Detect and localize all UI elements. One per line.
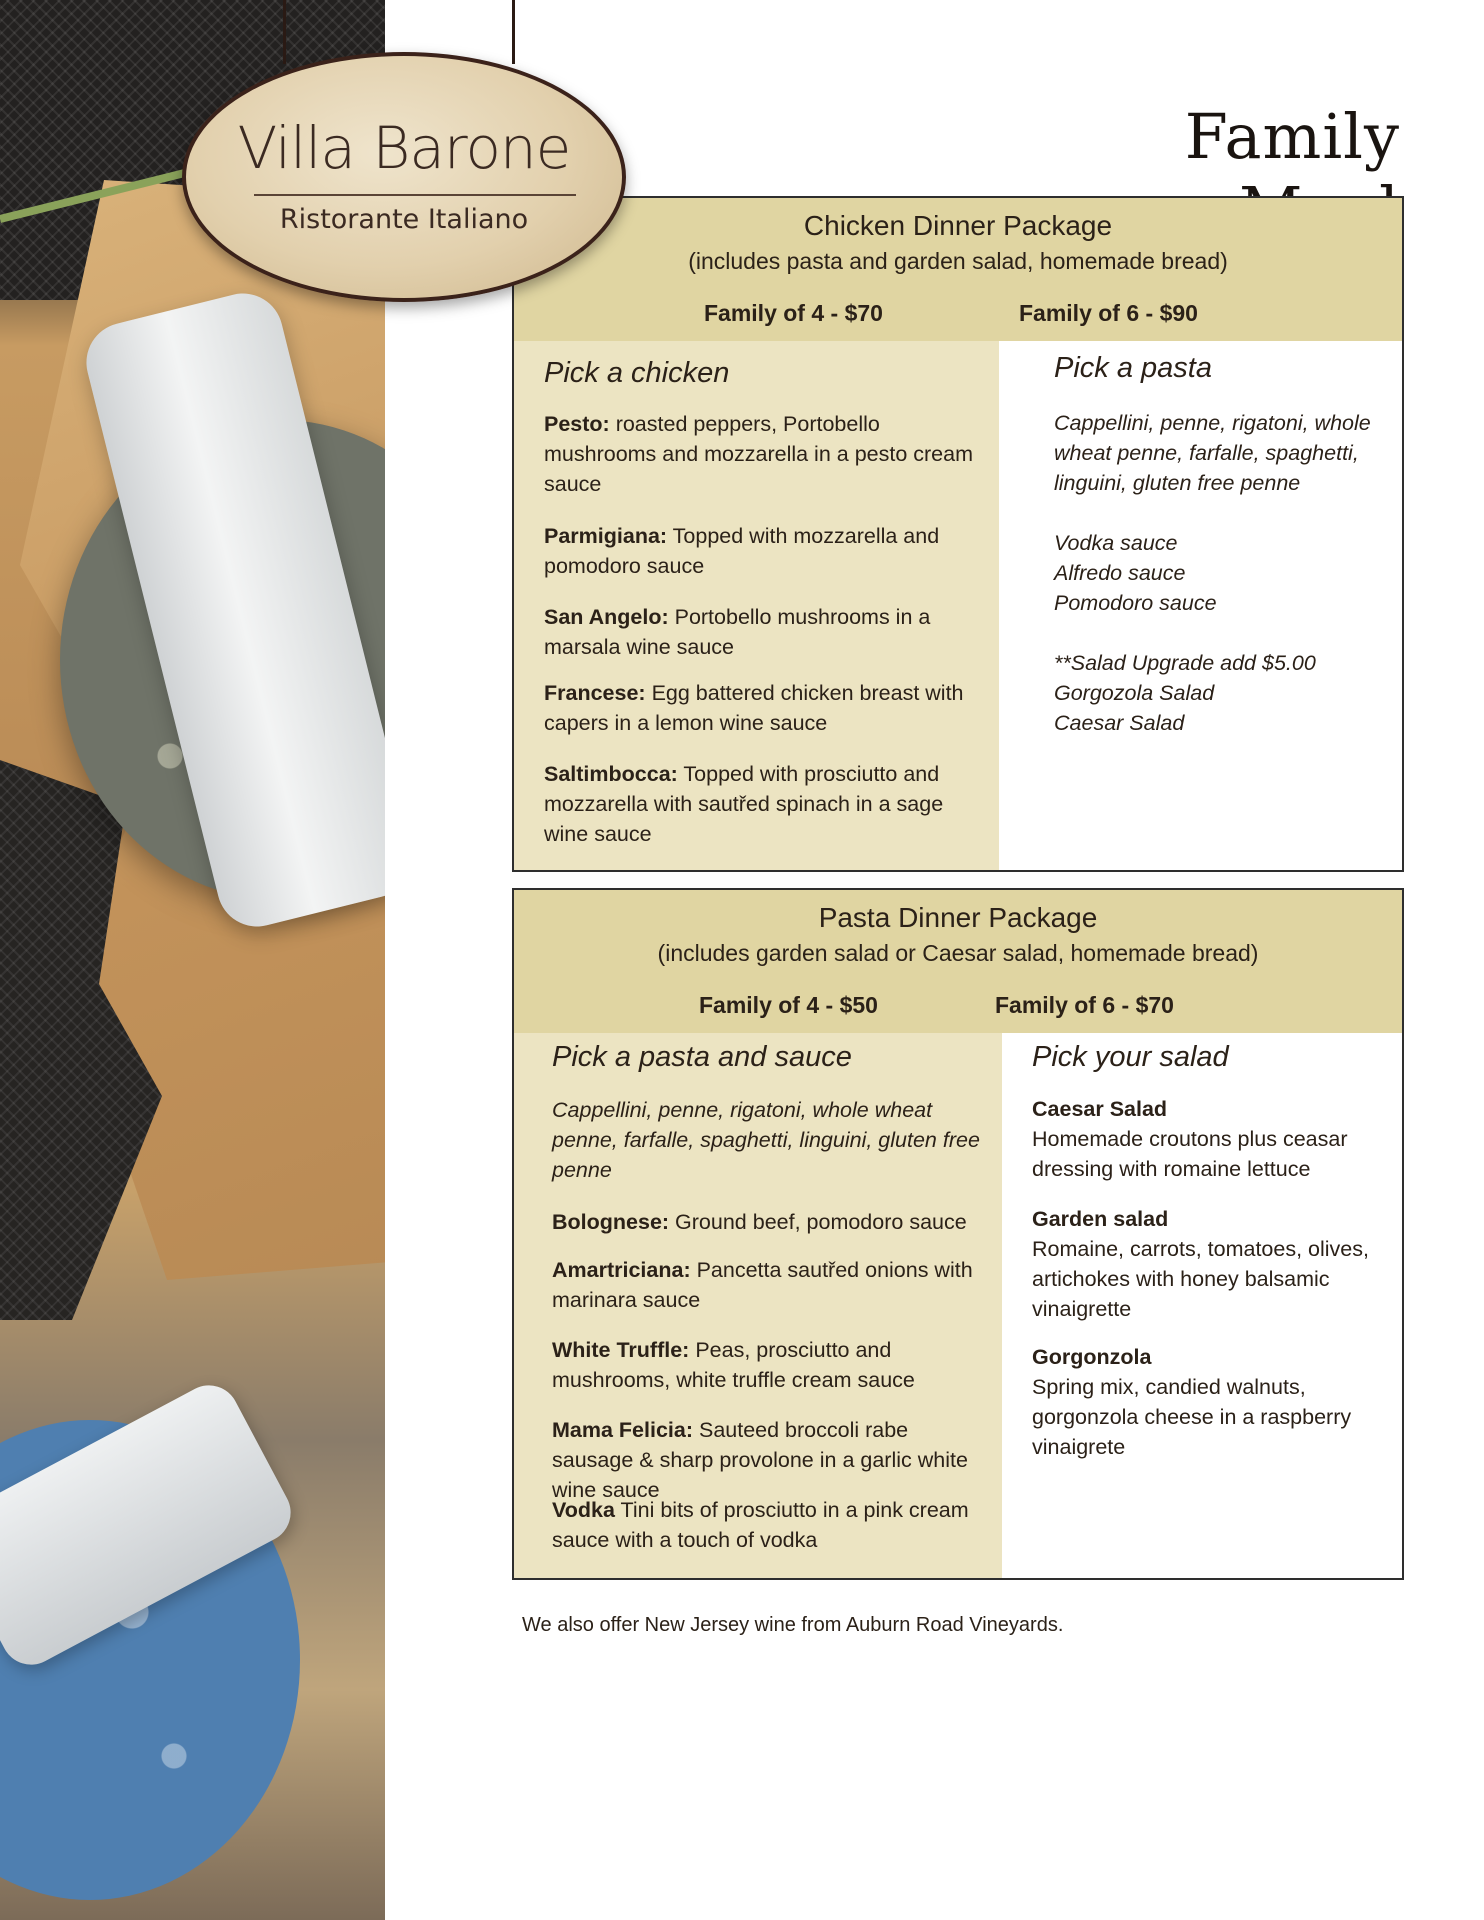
sauce-item bbox=[552, 1335, 982, 1395]
pick-salad-heading: Pick your salad bbox=[1032, 1041, 1229, 1073]
chicken-price-family-6: Family of 6 - $90 bbox=[1019, 300, 1198, 326]
sauce-item bbox=[552, 1495, 982, 1555]
pasta-package-header bbox=[514, 890, 1402, 1033]
chicken-price-family-4: Family of 4 - $70 bbox=[704, 300, 883, 326]
sauce-option: Vodka sauce bbox=[1054, 531, 1178, 555]
sauce-item-name: Vodka bbox=[552, 1498, 615, 1522]
logo-subtitle: Ristorante Italiano bbox=[279, 204, 529, 235]
salad-item-desc: Spring mix, candied walnuts, gorgonzola cheese in a raspberry vinaigrete bbox=[1032, 1375, 1352, 1459]
sauce-item-name: Mama Felicia: bbox=[552, 1418, 693, 1442]
pick-chicken-heading: Pick a chicken bbox=[544, 357, 730, 389]
salad-item bbox=[1032, 1342, 1362, 1462]
chicken-item-name: Pesto: bbox=[544, 412, 610, 436]
page-title: Family bbox=[1184, 100, 1400, 173]
salad-item-name: Garden salad bbox=[1032, 1207, 1169, 1231]
sauce-item-desc: Ground beef, pomodoro sauce bbox=[669, 1210, 967, 1234]
pick-pasta-heading: Pick a pasta bbox=[1054, 352, 1212, 384]
sauce-item bbox=[552, 1415, 992, 1505]
salad-item bbox=[1032, 1094, 1372, 1184]
wine-note: We also offer New Jersey wine from Auburn Road Vineyards. bbox=[522, 1614, 1064, 1636]
chicken-item-name: Francese: bbox=[544, 681, 646, 705]
sauce-item bbox=[552, 1207, 982, 1237]
sauce-item-name: White Truffle: bbox=[552, 1338, 690, 1362]
hanging-string-left bbox=[283, 0, 286, 64]
salad-item-name: Caesar Salad bbox=[1032, 1097, 1168, 1121]
chicken-item-desc: Topped with prosciutto and mozzarella with sautřed spinach in a sage wine sauce bbox=[544, 762, 944, 846]
sauce-item-desc: Pancetta sautřed onions with marinara sauce bbox=[552, 1258, 973, 1312]
chicken-item-name: Parmigiana: bbox=[544, 524, 668, 548]
chicken-package-title: Chicken Dinner Package bbox=[803, 210, 1113, 241]
upgrade-option: Gorgozola Salad bbox=[1054, 681, 1215, 705]
chicken-item-desc: roasted peppers, Portobello mushrooms and mozzarella in a pesto cream sauce bbox=[544, 412, 973, 496]
chicken-item bbox=[544, 602, 974, 662]
logo-divider bbox=[254, 194, 576, 196]
restaurant-logo bbox=[182, 52, 626, 302]
logo-name: Villa Barone bbox=[237, 114, 571, 182]
sauce-item-name: Amartriciana: bbox=[552, 1258, 691, 1282]
chicken-item bbox=[544, 521, 974, 581]
pasta-package-title: Pasta Dinner Package bbox=[818, 902, 1098, 933]
chicken-item bbox=[544, 678, 974, 738]
salad-item-name: Gorgonzola bbox=[1032, 1345, 1152, 1369]
sauce-option: Pomodoro sauce bbox=[1054, 591, 1217, 615]
pasta-choices-column bbox=[514, 1033, 1002, 1578]
salad-upgrade-note: **Salad Upgrade add $5.00 bbox=[1054, 651, 1316, 675]
pasta-package-box bbox=[512, 888, 1404, 1580]
chicken-item-name: Saltimbocca: bbox=[544, 762, 678, 786]
chicken-package-subtitle: (includes pasta and garden salad, homemade bread) bbox=[688, 248, 1228, 274]
sauce-item-desc: Tini bits of prosciutto in a pink cream sauce with a touch of vodka bbox=[552, 1498, 969, 1552]
salad-item-desc: Romaine, carrots, tomatoes, olives, artichokes with honey balsamic vinaigrette bbox=[1032, 1237, 1369, 1321]
pasta-price-family-6: Family of 6 - $70 bbox=[995, 992, 1174, 1018]
pasta-options-list: Cappellini, penne, rigatoni, whole wheat penne, farfalle, spaghetti, linguini, gluten free penne bbox=[552, 1098, 980, 1182]
salad-item-desc: Homemade croutons plus ceasar dressing with romaine lettuce bbox=[1032, 1127, 1348, 1181]
hanging-string-right bbox=[512, 0, 515, 64]
upgrade-option: Caesar Salad bbox=[1054, 711, 1185, 735]
salad-item bbox=[1032, 1204, 1372, 1324]
pasta-price-family-4: Family of 4 - $50 bbox=[699, 992, 878, 1018]
chicken-package-box bbox=[512, 196, 1404, 872]
pasta-options-list: Cappellini, penne, rigatoni, whole wheat penne, farfalle, spaghetti, linguini, gluten free penne bbox=[1054, 411, 1371, 495]
sauce-item bbox=[552, 1255, 982, 1315]
chicken-item-desc: Portobello mushrooms in a marsala wine sauce bbox=[544, 605, 931, 659]
chicken-item bbox=[544, 409, 974, 499]
sauce-item-desc: Sauteed broccoli rabe sausage & sharp provolone in a garlic white wine sauce bbox=[552, 1418, 968, 1502]
sauce-item-name: Bolognese: bbox=[552, 1210, 670, 1234]
pasta-package-subtitle: (includes garden salad or Caesar salad, homemade bread) bbox=[657, 940, 1259, 966]
chicken-choices-column bbox=[514, 341, 999, 870]
sauce-option: Alfredo sauce bbox=[1054, 561, 1186, 585]
chicken-item-desc: Egg battered chicken breast with capers in a lemon wine sauce bbox=[544, 681, 964, 735]
chicken-item-name: San Angelo: bbox=[544, 605, 669, 629]
sauce-item-desc: Peas, prosciutto and mushrooms, white truffle cream sauce bbox=[552, 1338, 915, 1392]
pick-pasta-sauce-heading: Pick a pasta and sauce bbox=[552, 1041, 852, 1073]
chicken-package-header bbox=[514, 198, 1402, 341]
chicken-item-desc: Topped with mozzarella and pomodoro sauce bbox=[544, 524, 940, 578]
chicken-item bbox=[544, 759, 974, 849]
